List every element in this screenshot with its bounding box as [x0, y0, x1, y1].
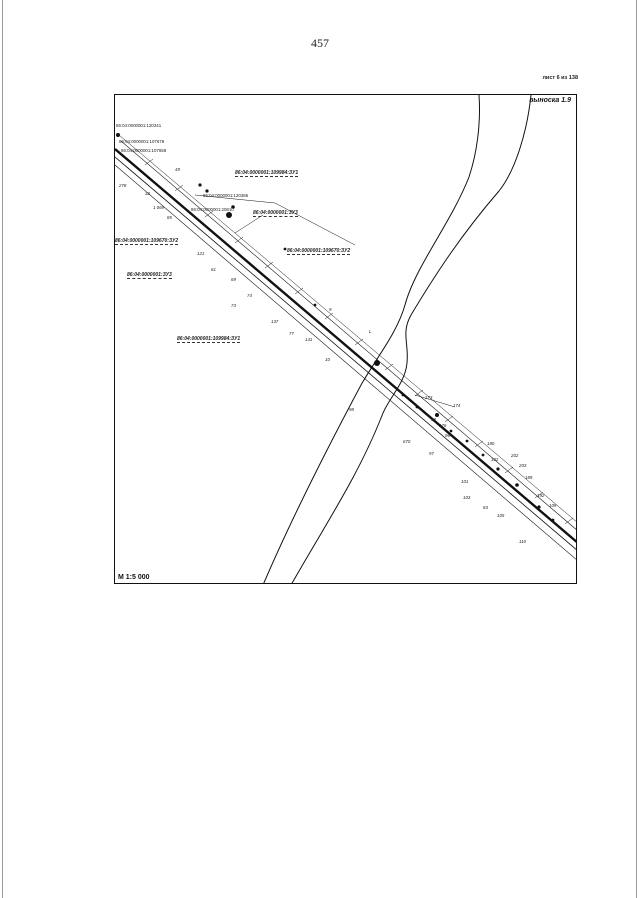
cadastral-label: 86:04:0000001:120386 — [203, 193, 249, 198]
point-number: 102 — [491, 457, 499, 462]
point-number: 98 — [349, 407, 354, 412]
insert-label: выноска 1.9 — [529, 97, 571, 104]
cadastral-label: 86:04:0000001:109670:ЗУ2 — [115, 238, 179, 244]
map-frame — [114, 94, 577, 584]
point-number: 73 — [231, 303, 236, 308]
scale-label: М 1:5 000 — [118, 574, 150, 581]
point-number: 103 — [463, 495, 471, 500]
point-number: 203 — [519, 463, 527, 468]
point-number: 97 — [429, 451, 434, 456]
point-number: 173 — [425, 395, 433, 400]
point-number: 85 — [167, 215, 172, 220]
point-number: 176 — [439, 423, 447, 428]
river-left-bank — [263, 95, 480, 584]
cadastral-label: 86:04:0000001:120341 — [116, 123, 162, 128]
point-number: 202 — [511, 453, 519, 458]
point-number: 93 — [431, 417, 436, 422]
point-number: 121 — [197, 251, 205, 256]
point-number: 192 — [537, 493, 545, 498]
cadastral-label: 86:04:0000001:109670:ЗУ2 — [287, 248, 351, 254]
sheet-label: лист 6 из 138 — [542, 75, 578, 81]
point-number: 96 — [445, 433, 450, 438]
point-number: 141 — [305, 337, 313, 342]
point-number: 61 — [211, 267, 216, 272]
point-number: 105 — [497, 513, 505, 518]
scan-edge-left — [2, 0, 3, 898]
point-number: 69 — [231, 277, 236, 282]
point-number: 110 — [519, 539, 526, 544]
point-number: 10 — [325, 357, 330, 362]
point-number: 1 069 — [153, 205, 164, 210]
point-number: 49 — [175, 167, 180, 172]
point-number: 32 — [145, 191, 150, 196]
point-number: 137 — [271, 319, 279, 324]
point-number: 83 — [483, 505, 488, 510]
point-number: 9 — [329, 307, 332, 312]
point-number: 77 — [289, 331, 294, 336]
point-number: 180 — [487, 441, 495, 446]
survey-points — [116, 133, 557, 521]
scan-edge-right — [636, 0, 637, 898]
pipeline-corridor — [115, 135, 577, 561]
page-number: 457 — [311, 36, 329, 50]
cadastral-label: 86:04:0000001:ЗУ3 — [127, 272, 172, 278]
cadastral-label: 86:04:0000001:107678 — [119, 139, 165, 144]
river-right-bank — [291, 95, 531, 584]
point-number: 189 — [525, 475, 533, 480]
cadastral-label: 86:04:0000001:109984:ЗУ1 — [235, 170, 299, 176]
point-number: 101 — [461, 479, 469, 484]
point-number: 278 — [119, 183, 127, 188]
point-number: 670 — [403, 439, 411, 444]
point-number: L — [369, 329, 372, 334]
cadastral-label: 86:04:0000001:ЗУ3 — [253, 210, 298, 216]
point-number: 174 — [453, 403, 461, 408]
point-number: 109 — [549, 503, 557, 508]
point-number: 74 — [247, 293, 252, 298]
cadastral-label: 86:04:0000001:109984:ЗУ1 — [177, 336, 241, 342]
cadastral-label: 86:04:0000001:107658 — [121, 148, 167, 153]
cadastral-label: 86:04:0000001:20810 — [191, 207, 234, 212]
